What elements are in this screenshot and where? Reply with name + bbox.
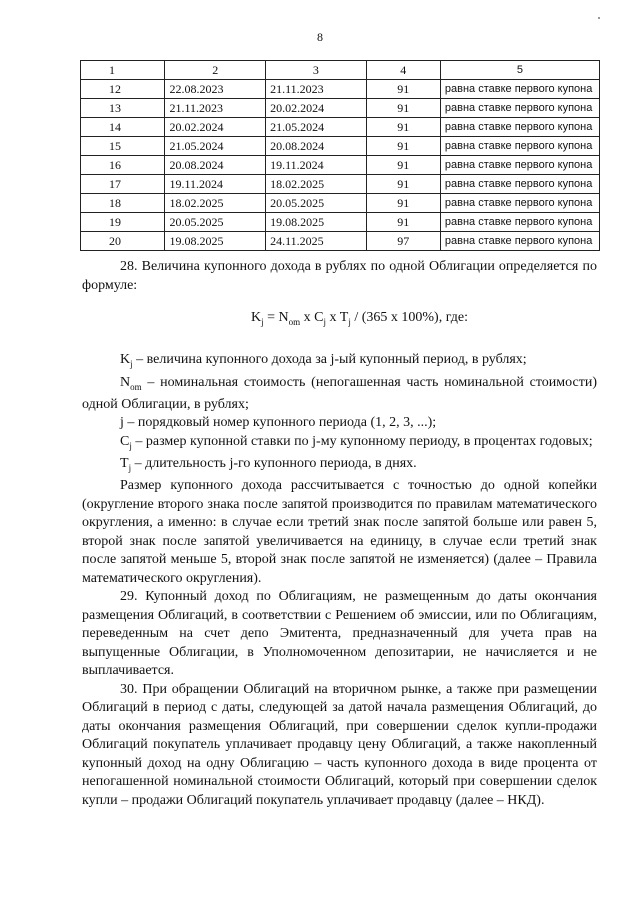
table-cell-col-5: равна ставке первого купона bbox=[440, 118, 599, 137]
table-cell-col-1: 20 bbox=[81, 232, 165, 251]
table-row bbox=[81, 156, 600, 175]
table-cell-col-5: равна ставке первого купона bbox=[440, 232, 599, 251]
coupon-formula: $K_j = N_{om}$ x $C_j$ x $T_j / (365$ x 100%), где: bbox=[250, 310, 468, 327]
table-cell-col-3: 21.11.2023 bbox=[266, 80, 367, 99]
table-cell-col-1: 14 bbox=[81, 118, 165, 137]
table-cell-col-5: равна ставке первого купона bbox=[440, 194, 599, 213]
document-body bbox=[82, 258, 597, 810]
table-cell-col-5: равна ставке первого купона bbox=[440, 156, 599, 175]
table-cell-col-5: равна ставке первого купона bbox=[440, 175, 599, 194]
table-cell-col-3: 20.08.2024 bbox=[266, 137, 367, 156]
table-cell-col-1: 13 bbox=[81, 99, 165, 118]
table-cell-col-2: 19.08.2025 bbox=[165, 232, 266, 251]
table-cell-col-4: 91 bbox=[366, 118, 440, 137]
table-cell-col-5: равна ставке первого купона bbox=[440, 213, 599, 232]
table-cell-col-1: 12 bbox=[81, 80, 165, 99]
rounding-rule: Размер купонного дохода рассчитывается с точностью до одной копейки (округление второго знака после запятой производится по правилам математического округления, а именно: в случае если третий знак после запятой больше или равен 5, второй знак после запятой увеличивается на единицу, в случае если третий знак после запятой меньше 5, второй знак после запятой не изменяется) (далее – Правила математического округления). bbox=[82, 478, 597, 586]
table-row bbox=[81, 137, 600, 156]
table-row bbox=[81, 232, 600, 251]
table-cell-col-2: 20.05.2025 bbox=[165, 213, 266, 232]
scan-speck bbox=[598, 17, 600, 19]
definition-c: $C_j$ – размер купонной ставки по j-му купонному периоду, в процентах годовых; bbox=[120, 433, 593, 451]
definition-k: $K_j$ – величина купонного дохода за j-ый купонный период, в рублях; bbox=[120, 352, 527, 370]
table-cell-col-2: 20.08.2024 bbox=[165, 156, 266, 175]
header-col-3: 3 bbox=[266, 61, 367, 80]
table-cell-col-4: 91 bbox=[366, 99, 440, 118]
table-cell-col-5: равна ставке первого купона bbox=[440, 137, 599, 156]
table-cell-col-5: равна ставке первого купона bbox=[440, 80, 599, 99]
coupon-schedule-table bbox=[80, 60, 600, 251]
table-cell-col-3: 20.02.2024 bbox=[266, 99, 367, 118]
table-cell-col-3: 21.05.2024 bbox=[266, 118, 367, 137]
table-cell-col-3: 19.08.2025 bbox=[266, 213, 367, 232]
table-cell-col-1: 18 bbox=[81, 194, 165, 213]
table-cell-col-2: 20.02.2024 bbox=[165, 118, 266, 137]
table-body bbox=[81, 80, 600, 251]
definition-n: $N_{om}$ – номинальная стоимость (непогашенная часть номинальной стоимости) одной Облигации, в рублях; bbox=[82, 374, 597, 412]
section-29: 29. Купонный доход по Облигациям, не размещенным до даты окончания размещения Облигаций, в соответствии с Решением об эмиссии, или по Облигациям, переведенным на счет депо Эмитента, предназначенный для учета прав на выпущенные Облигации, в Уполномоченном депозитарии, не начисляется и не выплачивается. bbox=[82, 589, 597, 679]
table-cell-col-4: 91 bbox=[366, 80, 440, 99]
table-cell-col-2: 18.02.2025 bbox=[165, 194, 266, 213]
table-cell-col-3: 18.02.2025 bbox=[266, 175, 367, 194]
table-cell-col-2: 21.11.2023 bbox=[165, 99, 266, 118]
table-cell-col-4: 91 bbox=[366, 156, 440, 175]
table-cell-col-4: 91 bbox=[366, 137, 440, 156]
table-row bbox=[81, 213, 600, 232]
table-cell-col-3: 19.11.2024 bbox=[266, 156, 367, 175]
header-col-2: 2 bbox=[165, 61, 266, 80]
definition-j: j – порядковый номер купонного периода (1, 2, 3, ...); bbox=[120, 415, 437, 431]
table-cell-col-2: 22.08.2023 bbox=[165, 80, 266, 99]
page-number: 8 bbox=[317, 30, 323, 44]
table-row bbox=[81, 175, 600, 194]
table-cell-col-1: 19 bbox=[81, 213, 165, 232]
section-28-intro: 28. Величина купонного дохода в рублях по одной Облигации определяется по формуле: bbox=[82, 259, 597, 293]
header-col-5: 5 bbox=[440, 61, 599, 80]
header-col-1: 1 bbox=[81, 61, 165, 80]
table-header-row bbox=[81, 61, 600, 80]
definition-t: $T_j$ – длительность j-го купонного периода, в днях. bbox=[120, 456, 417, 473]
table-cell-col-1: 16 bbox=[81, 156, 165, 175]
table-cell-col-4: 91 bbox=[366, 213, 440, 232]
header-col-4: 4 bbox=[366, 61, 440, 80]
table-cell-col-4: 91 bbox=[366, 194, 440, 213]
table-cell-col-4: 97 bbox=[366, 232, 440, 251]
table-cell-col-3: 24.11.2025 bbox=[266, 232, 367, 251]
table-row bbox=[81, 99, 600, 118]
table-cell-col-1: 15 bbox=[81, 137, 165, 156]
table-row bbox=[81, 80, 600, 99]
table-cell-col-3: 20.05.2025 bbox=[266, 194, 367, 213]
table-cell-col-1: 17 bbox=[81, 175, 165, 194]
table-cell-col-2: 19.11.2024 bbox=[165, 175, 266, 194]
table-row bbox=[81, 118, 600, 137]
table-row bbox=[81, 194, 600, 213]
table-cell-col-2: 21.05.2024 bbox=[165, 137, 266, 156]
table-cell-col-4: 91 bbox=[366, 175, 440, 194]
section-30: 30. При обращении Облигаций на вторичном рынке, а также при размещении Облигаций в период с даты, следующей за датой начала размещения Облигаций, до даты окончания размещения Облигаций, при совершении сделок купли-продажи Облигаций покупатель уплачивает продавцу цену Облигаций, а также накопленный купонный доход на одну Облигацию – часть купонного дохода в виде процента от непогашенной номинальной стоимости Облигаций, который при совершении сделок купли – продажи Облигаций покупатель уплачивает продавцу (далее – НКД). bbox=[82, 681, 597, 808]
table-cell-col-5: равна ставке первого купона bbox=[440, 99, 599, 118]
